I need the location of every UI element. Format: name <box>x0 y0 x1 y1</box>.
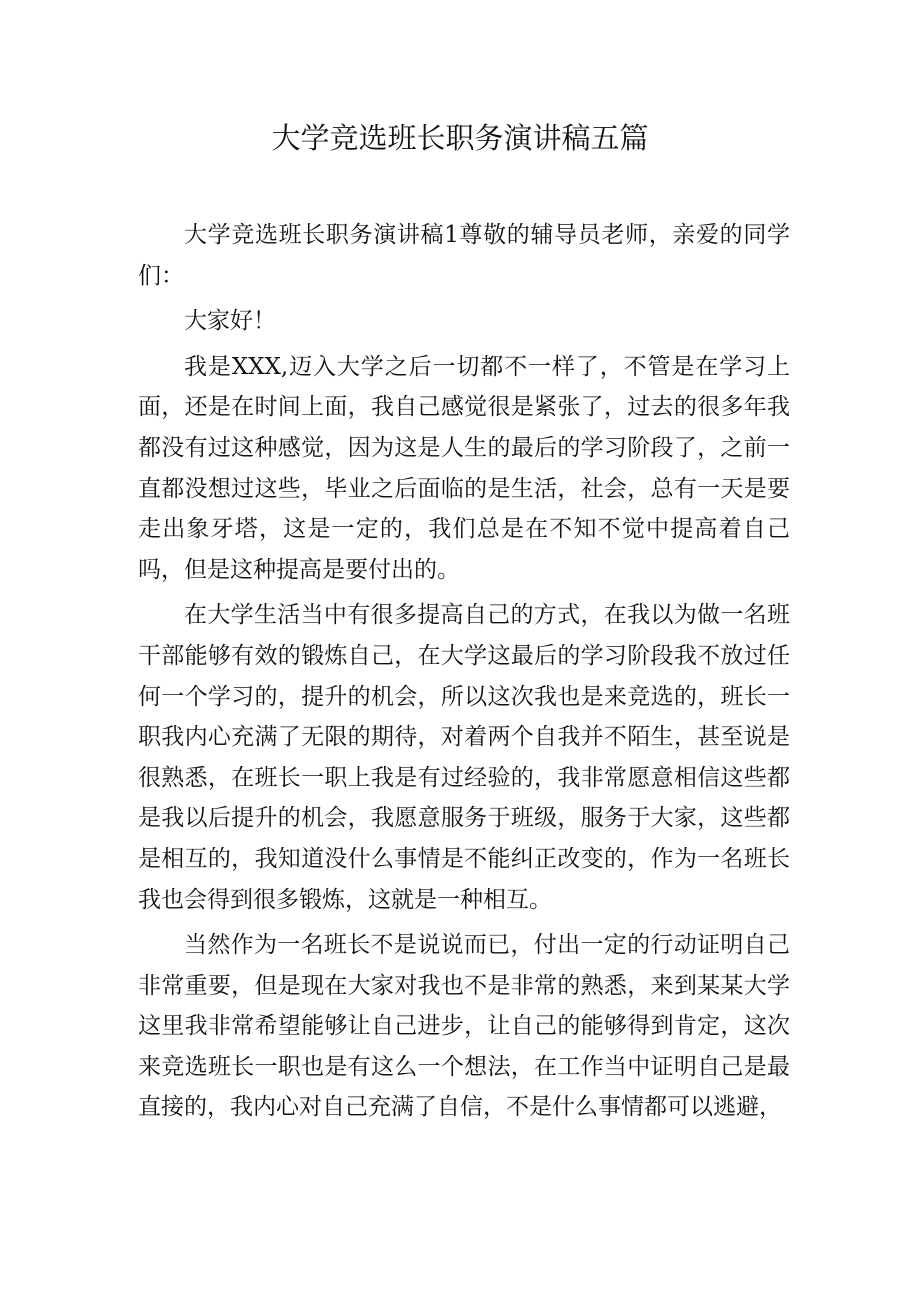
paragraph: 在大学生活当中有很多提高自己的方式，在我以为做一名班干部能够有效的锻炼自己，在大学这最后的学习阶段我不放过任何一个学习的，提升的机会，所以这次我也是来竞选的，班长一职我内心充满了无限的期待，对着两个自我并不陌生，甚至说是很熟悉，在班长一职上我是有过经验的，我非常愿意相信这些都是我以后提升的机会，我愿意服务于班级，服务于大家，这些都是相互的，我知道没什么事情是不能纠正改变的，作为一名班长我也会得到很多锻炼，这就是一种相互。 <box>138 602 790 913</box>
document-body <box>138 215 790 1133</box>
paragraph: 我是XXX,迈入大学之后一切都不一样了，不管是在学习上面，还是在时间上面，我自己感觉很是紧张了，过去的很多年我都没有过这种感觉，因为这是人生的最后的学习阶段了，之前一直都没想过这些，毕业之后面临的是生活，社会，总有一天是要走出象牙塔，这是一定的，我们总是在不知不觉中提高着自己吗，但是这种提高是要付出的。 <box>138 353 790 583</box>
paragraph: 当然作为一名班长不是说说而已，付出一定的行动证明自己非常重要，但是现在大家对我也不是非常的熟悉，来到某某大学这里我非常希望能够让自己进步，让自己的能够得到肯定，这次来竞选班长一职也是有这么一个想法，在工作当中证明自己是最直接的，我内心对自己充满了自信，不是什么事情都可以逃避， <box>138 932 790 1121</box>
paragraph-greeting: 大家好！ <box>184 308 276 335</box>
paragraph-salutation: 大学竞选班长职务演讲稿1尊敬的辅导员老师，亲爱的同学们： <box>138 222 790 289</box>
document-title: 大学竞选班长职务演讲稿五篇 <box>271 121 649 155</box>
